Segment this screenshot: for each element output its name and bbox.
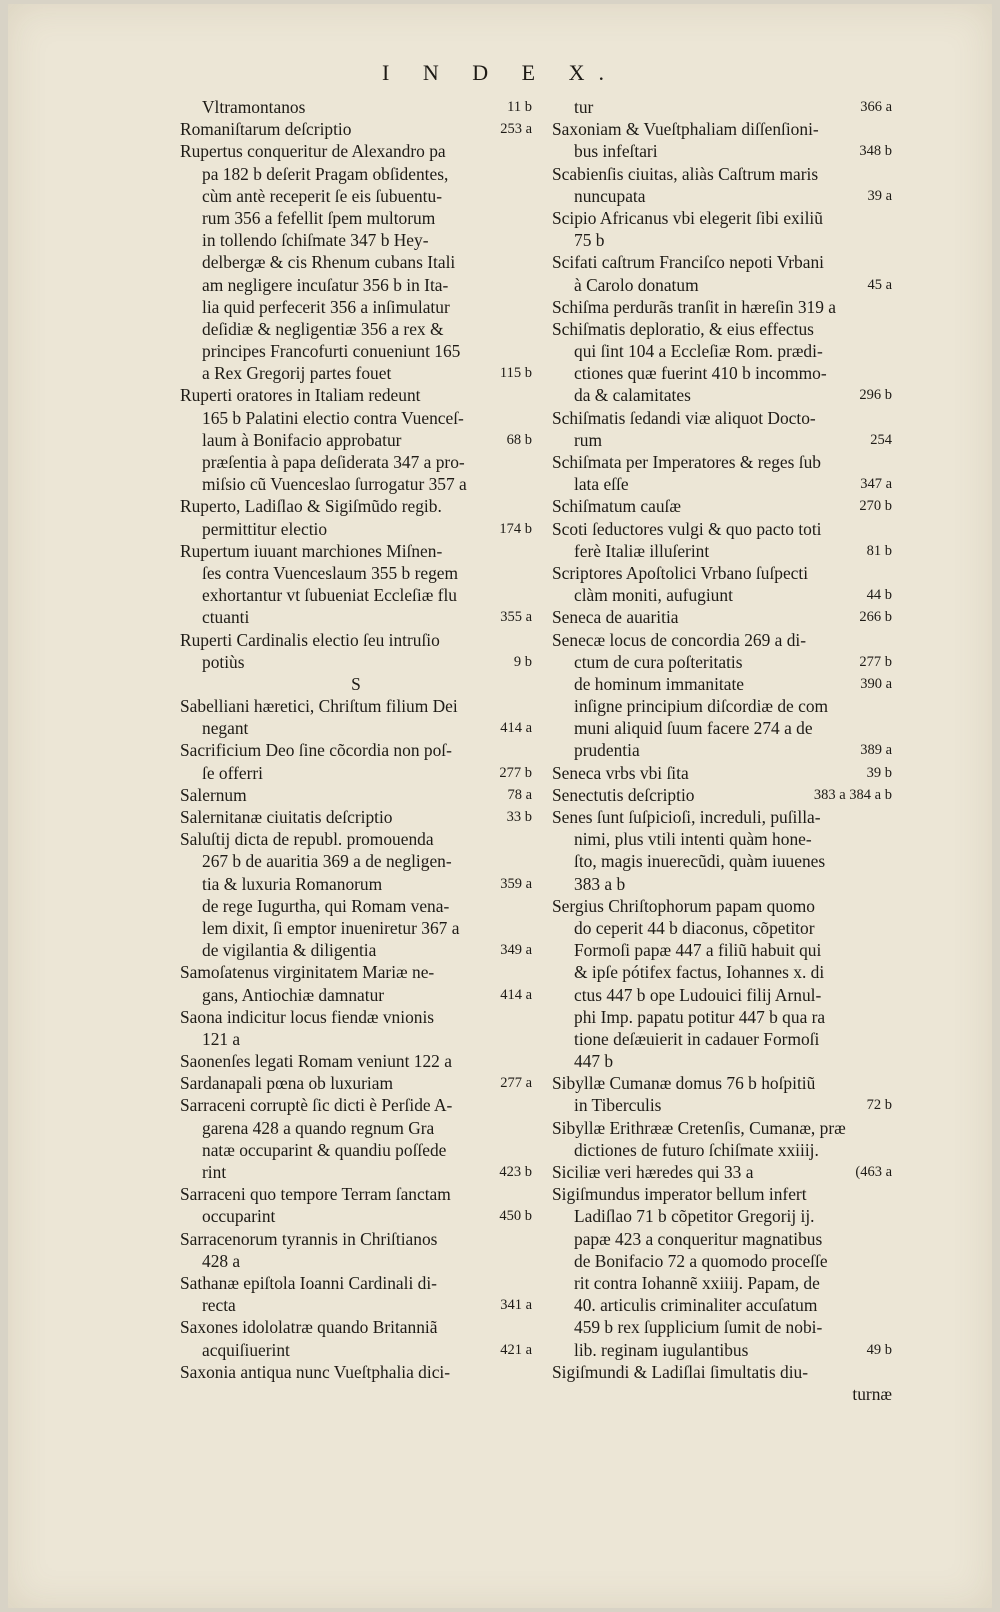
index-line (552, 1361, 892, 1383)
index-line (552, 961, 892, 983)
index-entry-text: papæ 423 a conqueritur magnatibus (574, 1228, 823, 1249)
index-entry-text: rint (202, 1162, 227, 1182)
index-line (180, 961, 532, 983)
index-line (180, 96, 532, 118)
index-line (552, 1228, 892, 1250)
index-entry-text: Schiſmatum cauſæ (552, 496, 681, 517)
index-entry-text: Scabienſis ciuitas, aliàs Caſtrum maris (552, 163, 819, 184)
index-entry-text: 75 b (574, 230, 605, 251)
index-entry-text: Saxoniam & Vueſtphaliam diſſenſioni- (552, 119, 819, 140)
index-line (180, 673, 532, 695)
index-entry-text: tia & luxuria Romanorum (202, 873, 383, 894)
index-line (180, 717, 532, 739)
index-entry-text: Siciliæ veri hæredes qui 33 a (552, 1162, 754, 1182)
index-entry-text: 121 a (202, 1028, 241, 1049)
index-line (180, 850, 532, 872)
index-page-ref: 253 a (500, 121, 532, 138)
index-line (552, 1316, 892, 1338)
index-entry-text: in Tiberculis (574, 1095, 662, 1116)
index-line (552, 917, 892, 939)
index-entry-text: 40. articulis criminaliter accuſatum (574, 1295, 818, 1316)
index-entry-text: bus infeſtari (574, 141, 658, 162)
index-page-ref: 359 a (500, 875, 532, 892)
index-line (552, 606, 892, 628)
index-line (552, 1050, 892, 1072)
index-entry-text: rum (574, 429, 603, 450)
index-line (180, 118, 532, 140)
index-line (180, 163, 532, 185)
index-line (180, 1361, 532, 1383)
index-line (552, 318, 892, 340)
index-entry-text: rum 356 a fefellit ſpem multorum (202, 207, 436, 228)
index-entry-text: lib. reginam iugulantibus (574, 1339, 749, 1360)
index-line (552, 984, 892, 1006)
index-entry-text: principes Francofurti conueniunt 165 (202, 341, 461, 362)
index-entry-text: garena 428 a quando regnum Gra (202, 1117, 435, 1138)
index-line (180, 296, 532, 318)
index-line (180, 1006, 532, 1028)
index-line (180, 1205, 532, 1227)
index-entry-text: lata eſſe (574, 474, 629, 495)
index-entry-text: da & calamitates (574, 385, 691, 406)
index-line (552, 850, 892, 872)
index-line (552, 518, 892, 540)
index-entry-text: clàm moniti, aufugiunt (574, 585, 733, 606)
index-entry-text: phi Imp. papatu potitur 447 b qua ra (574, 1006, 826, 1027)
index-line (180, 1316, 532, 1338)
index-entry-text: qui ſint 104 a Eccleſiæ Rom. prædi- (574, 341, 823, 362)
index-line (552, 540, 892, 562)
index-page-ref: 390 a (860, 675, 892, 692)
index-line (552, 1139, 892, 1161)
index-line (180, 739, 532, 761)
index-line (180, 451, 532, 473)
index-entry-text: cùm antè receperit ſe eis ſubuentu- (202, 185, 442, 206)
index-line (180, 1250, 532, 1272)
index-entry-text: de Bonifacio 72 a quomodo proceſſe (574, 1250, 828, 1271)
index-entry-text: Rupertus conqueritur de Alexandro pa (180, 141, 446, 162)
index-entry-text: Sergius Chriſtophorum papam quomo (552, 895, 815, 916)
index-entry-text: nuncupata (574, 185, 646, 206)
index-page-ref: 39 a (867, 187, 892, 204)
index-line (180, 895, 532, 917)
page-header: I N D E X. (382, 60, 618, 85)
index-entry-text: Scoti ſeductores vulgi & quo pacto toti (552, 518, 822, 539)
index-page-ref: 349 a (500, 942, 532, 959)
index-entry-text: gans, Antiochiæ damnatur (202, 984, 385, 1005)
index-line (180, 1094, 532, 1116)
index-line (552, 939, 892, 961)
index-page-ref: 254 (870, 431, 892, 448)
index-page-ref: 414 a (500, 720, 532, 737)
index-line (552, 163, 892, 185)
index-line (180, 873, 532, 895)
index-page-ref: 72 b (866, 1097, 892, 1114)
index-line (180, 1028, 532, 1050)
index-entry-text: delbergæ & cis Rhenum cubans Itali (202, 252, 456, 273)
index-line (552, 274, 892, 296)
index-entry-text: de rege Iugurtha, qui Romam vena- (202, 895, 450, 916)
index-entry-text: 165 b Palatini electio contra Vuenceſ- (202, 407, 464, 428)
index-entry-text: Romaniſtarum deſcriptio (180, 119, 352, 140)
index-entry-text: Schiſma perdurãs tranſit in hæreſin 319 a (552, 296, 836, 317)
index-entry-text: Scriptores Apoſtolici Vrbano ſuſpecti (552, 562, 809, 583)
index-line (552, 429, 892, 451)
index-entry-text: de vigilantia & diligentia (202, 940, 377, 961)
index-entry-text: tione deſæuierit in cadauer Formoſi (574, 1028, 820, 1049)
index-entry-text: Saxones idololatræ quando Britanniã (180, 1317, 438, 1338)
index-line (180, 362, 532, 384)
index-entry-text: Ladiſlao 71 b cõpetitor Gregorij ij. (574, 1206, 815, 1227)
index-line (552, 407, 892, 429)
index-line (180, 1228, 532, 1250)
index-line (180, 140, 532, 162)
index-page-ref: 414 a (500, 986, 532, 1003)
index-page-ref: 296 b (859, 387, 892, 404)
index-entry-text: deſidiæ & negligentiæ 356 a rex & (202, 318, 444, 339)
index-page-ref: 421 a (500, 1341, 532, 1358)
index-line (180, 695, 532, 717)
index-entry-text: & ipſe pótifex factus, Iohannes x. di (574, 962, 825, 983)
index-page-ref: 33 b (506, 809, 532, 825)
index-page-ref: 355 a (500, 609, 532, 626)
index-column-right (552, 96, 892, 1405)
index-line (180, 1117, 532, 1139)
index-entry-text: ctiones quæ fuerint 410 b incommo- (574, 363, 827, 384)
index-page-ref: 44 b (866, 587, 892, 604)
index-line (552, 118, 892, 140)
index-line (180, 518, 532, 540)
index-entry-text: lem dixit, ſi emptor inueniretur 367 a (202, 917, 460, 938)
index-entry-text: recta (202, 1295, 236, 1316)
index-entry-text: Salernitanæ ciuitatis deſcriptio (180, 807, 393, 827)
index-entry-text: ſes contra Vuenceslaum 355 b regem (202, 562, 459, 583)
index-page-ref: 49 b (866, 1341, 892, 1358)
index-line (180, 984, 532, 1006)
index-page-ref: 366 a (860, 99, 892, 115)
index-line (180, 784, 532, 806)
index-line (180, 939, 532, 961)
index-entry-text: pa 182 b deſerit Pragam obſidentes, (202, 163, 449, 184)
index-entry-text: Formoſi papæ 447 a filiũ habuit qui (574, 940, 822, 961)
index-entry-text: negant (202, 718, 249, 739)
index-entry-text: a Rex Gregorij partes fouet (202, 363, 392, 384)
index-entry-text: turnæ (852, 1383, 892, 1404)
index-line (552, 784, 892, 806)
index-entry-text: miſsio cũ Vuenceslao ſurrogatur 357 a (202, 474, 467, 495)
index-entry-text: Sarracenorum tyrannis in Chriſtianos (180, 1228, 438, 1249)
index-line (552, 362, 892, 384)
index-line (552, 1094, 892, 1116)
index-entry-text: de hominum immanitate (574, 673, 745, 694)
index-page-ref: 383 a 384 a b (813, 786, 892, 803)
index-entry-text: Rupertum iuuant marchiones Miſnen- (180, 540, 443, 561)
index-line (552, 140, 892, 162)
index-line (552, 1006, 892, 1028)
index-page-ref: 423 b (499, 1164, 532, 1180)
index-entry-text: Scifati caſtrum Franciſco nepoti Vrbani (552, 252, 824, 273)
index-line (180, 185, 532, 207)
index-line (552, 1383, 892, 1405)
index-line (552, 1272, 892, 1294)
index-page-ref: 389 a (860, 742, 892, 759)
index-entry-text: nimi, plus vtili intenti quàm hone- (574, 829, 812, 850)
index-line (552, 1161, 892, 1183)
index-line (180, 1072, 532, 1094)
index-page-ref: 277 b (859, 653, 892, 670)
index-page-ref: 277 b (499, 764, 532, 781)
index-page-ref: 68 b (506, 431, 532, 448)
index-entry-text: laum à Bonifacio approbatur (202, 429, 402, 450)
index-line (552, 229, 892, 251)
index-line (180, 1339, 532, 1361)
index-entry-text: rit contra Iohannẽ xxiiij. Papam, de (574, 1272, 820, 1293)
index-entry-text: do ceperit 44 b diaconus, cõpetitor (574, 917, 815, 938)
index-line (180, 584, 532, 606)
index-entry-text: inſigne principium diſcordiæ de com (574, 696, 829, 717)
index-entry-text: Ruperti oratores in Italiam redeunt (180, 385, 421, 406)
index-entry-text: Seneca de auaritia (552, 607, 679, 628)
index-column-left (180, 96, 532, 1383)
index-line (180, 1161, 532, 1183)
index-line (180, 651, 532, 673)
index-entry-text: Ruperto, Ladiſlao & Sigiſmũdo regib. (180, 496, 442, 517)
index-line (180, 318, 532, 340)
index-entry-text: ſto, magis inuerecũdi, quàm iuuenes (574, 851, 826, 872)
index-entry-text: Salernum (180, 784, 247, 805)
index-page-ref: 9 b (513, 653, 532, 670)
index-line (180, 1183, 532, 1205)
index-entry-text: muni aliquid ſuum facere 274 a de (574, 718, 813, 739)
index-entry-text: Sardanapali pœna ob luxuriam (180, 1073, 393, 1094)
index-line (180, 274, 532, 296)
index-entry-text: Sibyllæ Erithrææ Cretenſis, Cumanæ, præ (552, 1117, 846, 1138)
index-entry-text: Senes ſunt ſuſpicioſi, increduli, puſilla- (552, 807, 821, 827)
index-page-ref: 81 b (866, 542, 892, 559)
index-line (552, 495, 892, 517)
index-line (552, 1117, 892, 1139)
index-entry-text: Saxonia antiqua nunc Vueſtphalia dici- (180, 1361, 451, 1382)
index-entry-text: Vltramontanos (202, 97, 306, 117)
index-line (180, 229, 532, 251)
index-page-ref: 266 b (859, 609, 892, 626)
index-page-ref: 174 b (499, 520, 532, 537)
index-entry-text: ſe offerri (202, 762, 263, 783)
index-line (552, 762, 892, 784)
index-entry-text: Sibyllæ Cumanæ domus 76 b hoſpitiũ (552, 1073, 816, 1094)
index-line (552, 739, 892, 761)
index-line (180, 562, 532, 584)
index-entry-text: Schiſmata per Imperatores & reges ſub (552, 452, 821, 472)
index-line (180, 806, 532, 828)
index-line (552, 695, 892, 717)
index-entry-text: Sabelliani hæretici, Chriſtum filium Dei (180, 696, 458, 717)
index-line (180, 1139, 532, 1161)
index-line (552, 384, 892, 406)
index-page-ref: 347 a (860, 476, 892, 493)
index-entry-text: Saonenſes legati Romam veniunt 122 a (180, 1051, 452, 1072)
index-line (552, 296, 892, 318)
index-entry-text: Sathanæ epiſtola Ioanni Cardinali di- (180, 1272, 437, 1293)
index-line (552, 873, 892, 895)
index-line (180, 207, 532, 229)
index-entry-text: dictiones de futuro ſchiſmate xxiiij. (574, 1139, 819, 1160)
index-line (552, 1294, 892, 1316)
index-line (552, 251, 892, 273)
index-line (552, 1028, 892, 1050)
index-entry-text: Schiſmatis ſedandi viæ aliquot Docto- (552, 407, 816, 428)
index-entry-text: Sarraceni quo tempore Terram ſanctam (180, 1184, 451, 1205)
index-entry-text: acquiſiuerint (202, 1339, 290, 1360)
index-entry-text: ctum de cura poſteritatis (574, 651, 743, 672)
index-line (552, 629, 892, 651)
index-page-ref: 270 b (859, 498, 892, 515)
index-line (552, 207, 892, 229)
index-entry-text: exhortantur vt ſubueniat Eccleſiæ flu (202, 585, 457, 606)
index-entry-text: Sigiſmundus imperator bellum infert (552, 1184, 807, 1205)
index-entry-text: Scipio Africanus vbi elegerit ſibi exiliũ (552, 207, 823, 228)
index-line (552, 340, 892, 362)
index-entry-text: Sigiſmundi & Ladiſlai ſimultatis diu- (552, 1361, 809, 1382)
index-line (552, 1205, 892, 1227)
index-entry-text: præſentia à papa deſiderata 347 a pro- (202, 452, 465, 472)
index-entry-text: tur (574, 97, 594, 117)
index-line (552, 584, 892, 606)
index-line (180, 429, 532, 451)
index-entry-text: in tollendo ſchiſmate 347 b Hey- (202, 230, 429, 251)
index-entry-text: lia quid perfecerit 356 a inſimulatur (202, 296, 450, 317)
index-entry-text: 383 a b (574, 873, 626, 894)
index-page-ref: 348 b (859, 143, 892, 160)
index-line (180, 473, 532, 495)
index-line (180, 1272, 532, 1294)
index-line (552, 185, 892, 207)
index-line (552, 1072, 892, 1094)
index-line (180, 540, 532, 562)
index-line (180, 1050, 532, 1072)
index-entry-text: potiùs (202, 651, 245, 672)
index-page-ref: 277 a (500, 1075, 532, 1092)
index-page-ref: (463 a (855, 1164, 892, 1180)
index-line (552, 562, 892, 584)
index-entry-text: à Carolo donatum (574, 274, 699, 295)
index-line (552, 673, 892, 695)
index-page-ref: 39 b (866, 764, 892, 781)
index-line (552, 1183, 892, 1205)
index-line (180, 762, 532, 784)
index-entry-text: permittitur electio (202, 518, 328, 539)
section-letter: S (351, 673, 361, 694)
index-entry-text: prudentia (574, 740, 640, 761)
index-line (180, 629, 532, 651)
index-line (180, 606, 532, 628)
index-entry-text: 459 b rex ſupplicium ſumit de nobi- (574, 1317, 823, 1338)
index-entry-text: Saona indicitur locus fiendæ vnionis (180, 1006, 435, 1027)
index-entry-text: ctus 447 b ope Ludouici filij Arnul- (574, 984, 822, 1005)
index-entry-text: Senecæ locus de concordia 269 a di- (552, 629, 807, 650)
index-line (552, 451, 892, 473)
index-line (180, 917, 532, 939)
index-page-ref: 78 a (507, 786, 532, 803)
index-entry-text: Ruperti Cardinalis electio ſeu intruſio (180, 629, 440, 650)
index-entry-text: 447 b (574, 1051, 614, 1072)
index-line (552, 828, 892, 850)
index-line (552, 1250, 892, 1272)
index-line (552, 1339, 892, 1361)
index-line (552, 717, 892, 739)
index-line (180, 1294, 532, 1316)
index-line (180, 340, 532, 362)
index-entry-text: 267 b de auaritia 369 a de negligen- (202, 851, 452, 872)
index-line (552, 651, 892, 673)
index-entry-text: Senectutis deſcriptio (552, 784, 695, 805)
index-line (552, 96, 892, 118)
index-entry-text: occuparint (202, 1206, 276, 1227)
index-page-ref: 450 b (499, 1208, 532, 1225)
index-line (552, 895, 892, 917)
index-line (552, 806, 892, 828)
index-page-ref: 341 a (500, 1297, 532, 1314)
index-line (180, 495, 532, 517)
index-page-ref: 11 b (507, 99, 532, 115)
index-entry-text: ferè Italiæ illuſerint (574, 540, 710, 561)
index-line (552, 473, 892, 495)
index-entry-text: 428 a (202, 1250, 241, 1271)
index-entry-text: Schiſmatis deploratio, & eius effectus (552, 318, 814, 339)
index-page-ref: 45 a (867, 276, 892, 293)
index-line (180, 828, 532, 850)
index-page-ref: 115 b (499, 365, 532, 382)
index-entry-text: Sacrificium Deo ſine cõcordia non poſ- (180, 740, 452, 761)
index-entry-text: natæ occuparint & quandiu poſſede (202, 1139, 447, 1160)
index-entry-text: Seneca vrbs vbi ſita (552, 762, 689, 783)
index-entry-text: Samoſatenus virginitatem Mariæ ne- (180, 962, 435, 983)
index-entry-text: am negligere incuſatur 356 b in Ita- (202, 274, 449, 295)
index-entry-text: Sarraceni corruptè ſic dicti è Perſide A- (180, 1095, 453, 1116)
index-line (180, 251, 532, 273)
index-entry-text: Saluſtij dicta de republ. promouenda (180, 829, 434, 850)
index-entry-text: ctuanti (202, 607, 250, 628)
index-line (180, 384, 532, 406)
index-line (180, 407, 532, 429)
